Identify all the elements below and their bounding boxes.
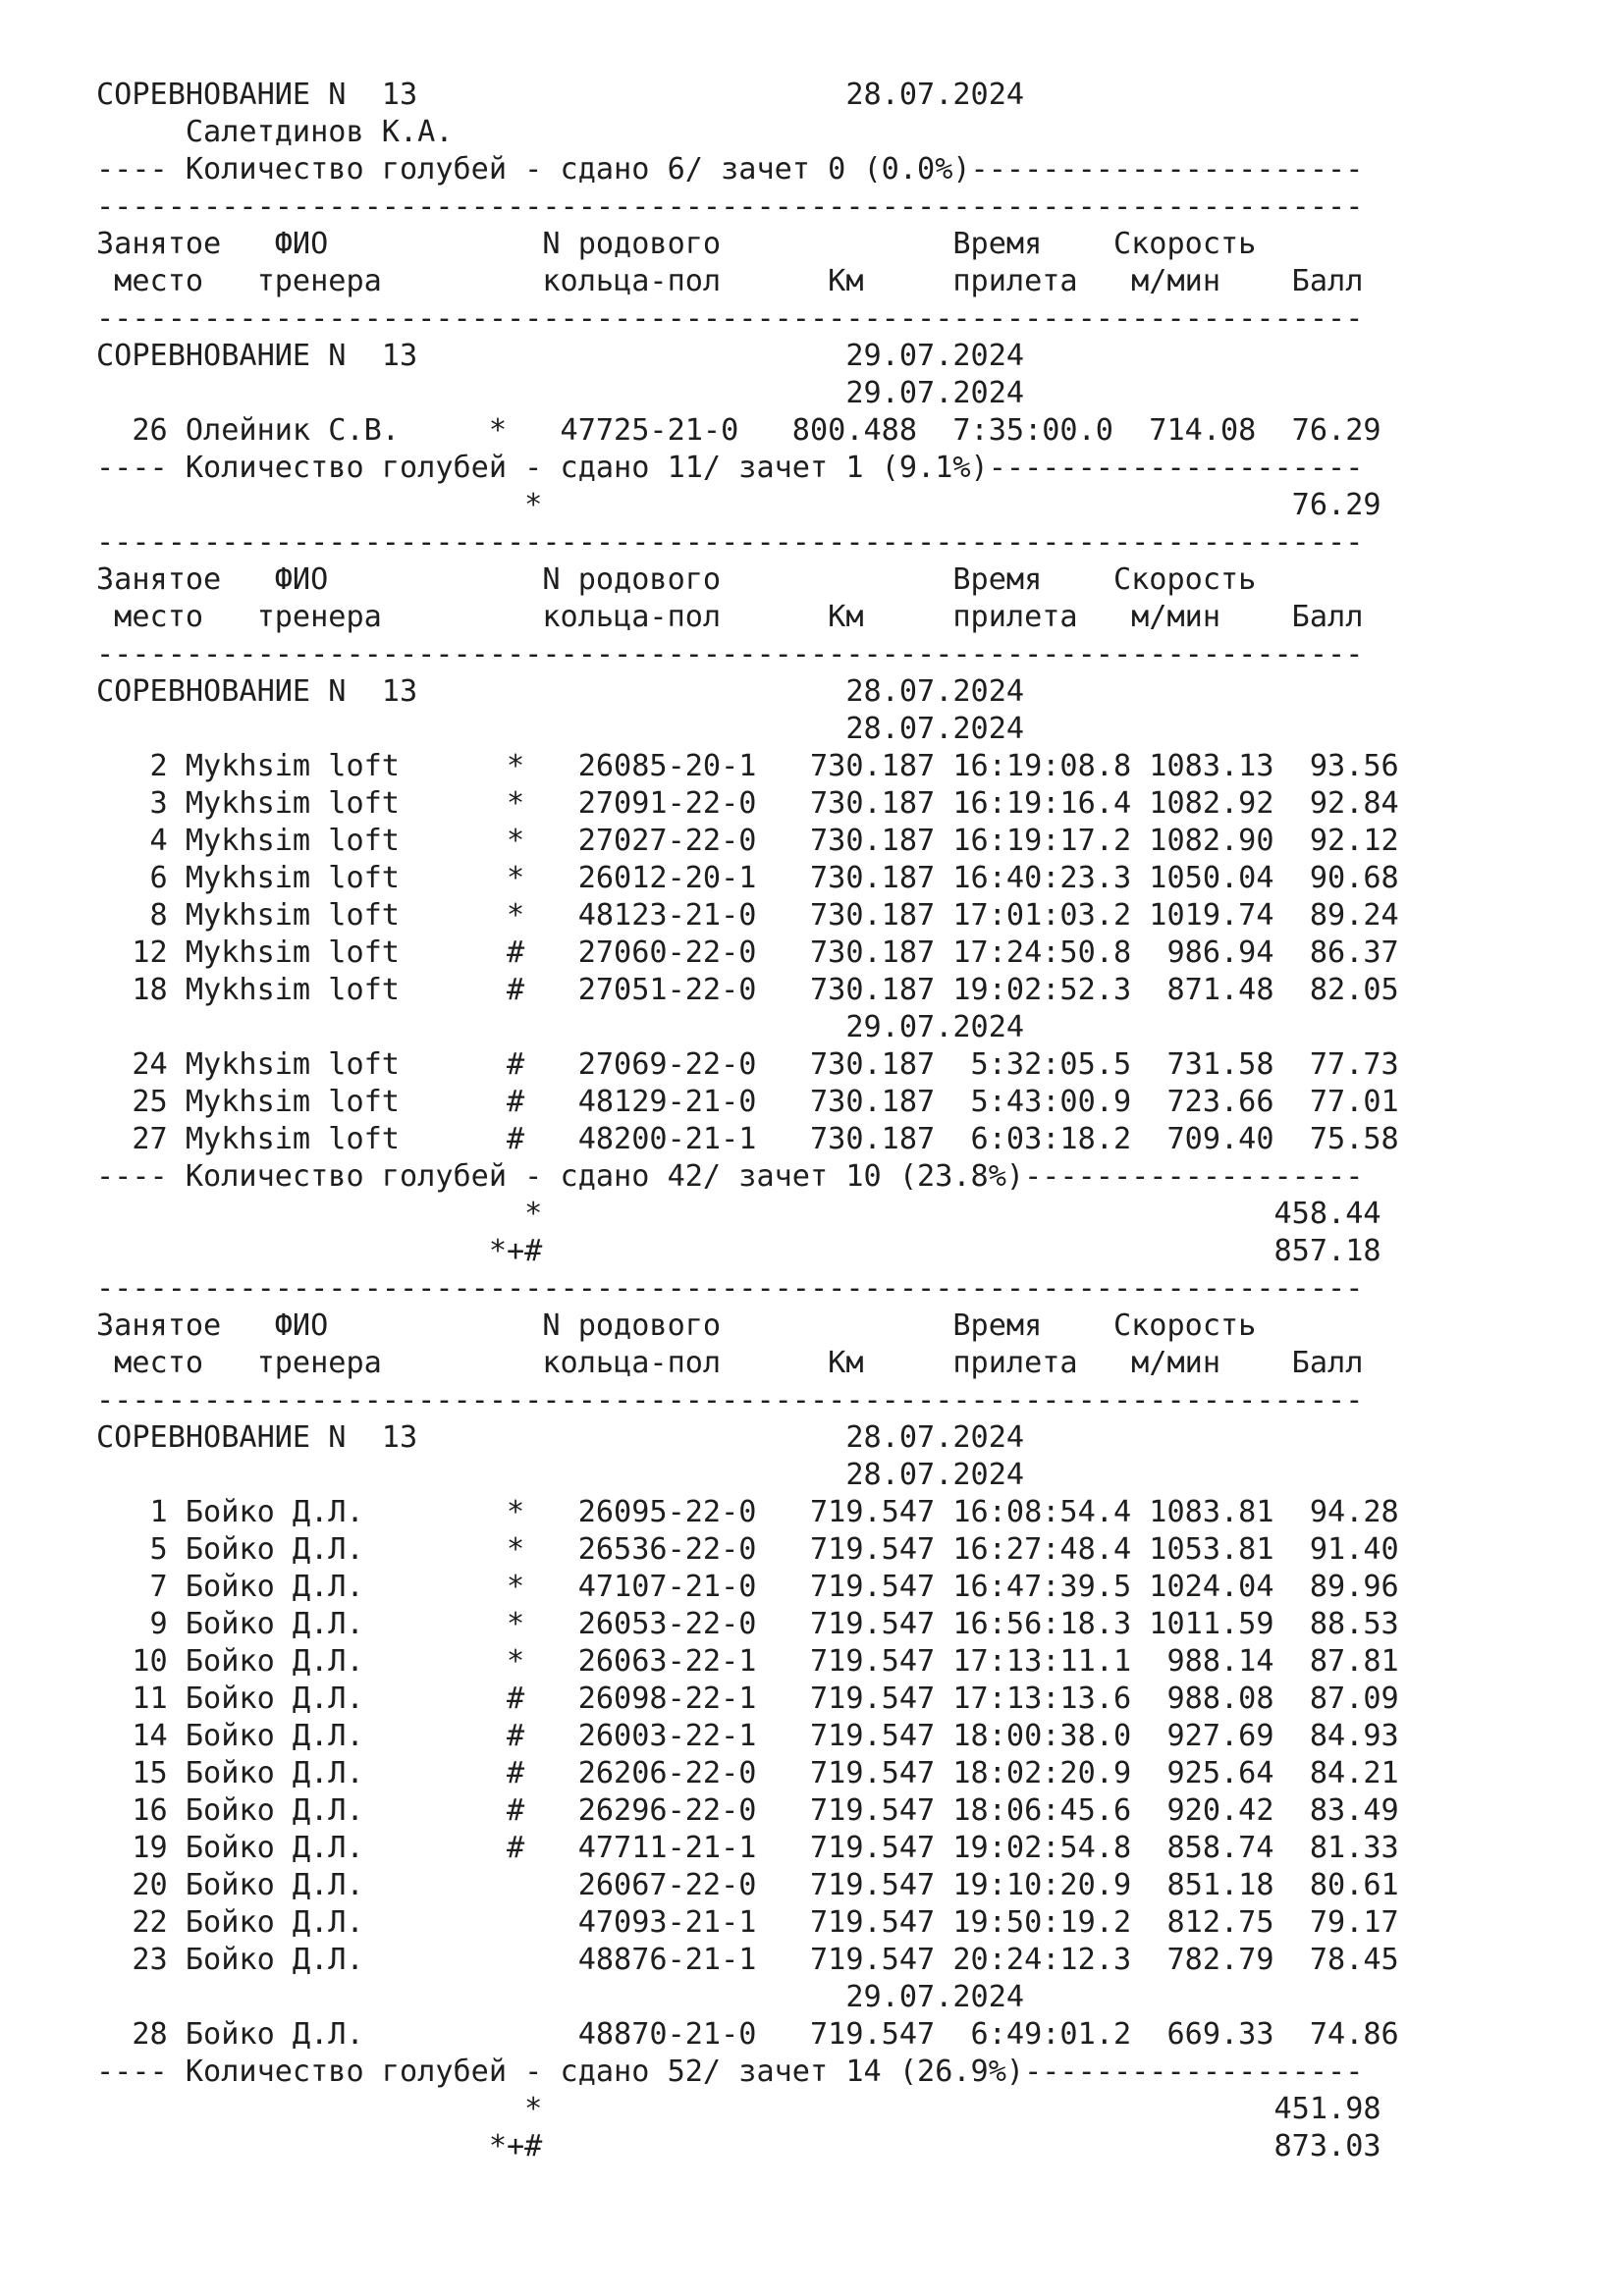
result-row: 20 Бойко Д.Л. 26067-22-0 719.547 19:10:20.9 851.18 80.61: [96, 1868, 1399, 1902]
competition-header: СОРЕВНОВАНИЕ N 13 28.07.2024: [96, 1420, 1025, 1455]
result-row: 3 Mykhsim loft * 27091-22-0 730.187 16:19:16.4 1082.92 92.84: [96, 786, 1399, 821]
points-total: *+# 857.18: [96, 1234, 1381, 1268]
result-row: 1 Бойко Д.Л. * 26095-22-0 719.547 16:08:54.4 1083.81 94.28: [96, 1495, 1399, 1529]
result-row: 19 Бойко Д.Л. # 47711-21-1 719.547 19:02:54.8 858.74 81.33: [96, 1831, 1399, 1865]
separator-line: -----------------------------------------------------------------------: [96, 1383, 1364, 1417]
competition-header: СОРЕВНОВАНИЕ N 13 29.07.2024: [96, 339, 1025, 373]
result-row: 12 Mykhsim loft # 27060-22-0 730.187 17:24:50.8 986.94 86.37: [96, 935, 1399, 970]
result-row: 24 Mykhsim loft # 27069-22-0 730.187 5:32:05.5 731.58 77.73: [96, 1047, 1399, 1082]
result-row: 25 Mykhsim loft # 48129-21-0 730.187 5:43:00.9 723.66 77.01: [96, 1085, 1399, 1119]
result-row: 11 Бойко Д.Л. # 26098-22-1 719.547 17:13:13.6 988.08 87.09: [96, 1682, 1399, 1716]
competition-header: СОРЕВНОВАНИЕ N 13 28.07.2024: [96, 78, 1025, 112]
date-line: 29.07.2024: [96, 1980, 1025, 2014]
column-header: Занятое ФИО N родового Время Скорость: [96, 562, 1257, 597]
result-row: 5 Бойко Д.Л. * 26536-22-0 719.547 16:27:48.4 1053.81 91.40: [96, 1532, 1399, 1567]
column-header: место тренера кольца-пол Км прилета м/мин Балл: [96, 264, 1364, 298]
separator-line: -----------------------------------------------------------------------: [96, 525, 1364, 560]
pigeon-count-summary: ---- Количество голубей - сдано 52/ зачет 14 (26.9%)-------------------: [96, 2055, 1364, 2089]
pigeon-count-summary: ---- Количество голубей - сдано 42/ зачет 10 (23.8%)-------------------: [96, 1159, 1364, 1194]
result-row: 16 Бойко Д.Л. # 26296-22-0 719.547 18:06:45.6 920.42 83.49: [96, 1793, 1399, 1828]
column-header: место тренера кольца-пол Км прилета м/мин Балл: [96, 600, 1364, 634]
result-row: 23 Бойко Д.Л. 48876-21-1 719.547 20:24:12.3 782.79 78.45: [96, 1943, 1399, 1977]
separator-line: -----------------------------------------------------------------------: [96, 301, 1364, 336]
result-row: 10 Бойко Д.Л. * 26063-22-1 719.547 17:13:11.1 988.14 87.81: [96, 1644, 1399, 1679]
points-total: * 451.98: [96, 2092, 1381, 2126]
competition-results-printout: [96, 77, 1399, 2165]
column-header: Занятое ФИО N родового Время Скорость: [96, 227, 1257, 261]
separator-line: -----------------------------------------------------------------------: [96, 189, 1364, 224]
separator-line: -----------------------------------------------------------------------: [96, 1271, 1364, 1306]
participant-name: Салетдинов К.А.: [96, 115, 454, 149]
date-line: 28.07.2024: [96, 712, 1025, 746]
date-line: 28.07.2024: [96, 1458, 1025, 1492]
date-line: 29.07.2024: [96, 1010, 1025, 1044]
result-row: 6 Mykhsim loft * 26012-20-1 730.187 16:40:23.3 1050.04 90.68: [96, 861, 1399, 895]
date-line: 29.07.2024: [96, 376, 1025, 410]
result-row: 8 Mykhsim loft * 48123-21-0 730.187 17:01:03.2 1019.74 89.24: [96, 898, 1399, 933]
result-row: 14 Бойко Д.Л. # 26003-22-1 719.547 18:00:38.0 927.69 84.93: [96, 1719, 1399, 1753]
separator-line: -----------------------------------------------------------------------: [96, 637, 1364, 671]
points-total: *+# 873.03: [96, 2129, 1381, 2163]
result-row: 22 Бойко Д.Л. 47093-21-1 719.547 19:50:19.2 812.75 79.17: [96, 1905, 1399, 1940]
result-row: 4 Mykhsim loft * 27027-22-0 730.187 16:19:17.2 1082.90 92.12: [96, 824, 1399, 858]
column-header: место тренера кольца-пол Км прилета м/мин Балл: [96, 1346, 1364, 1380]
result-row: 18 Mykhsim loft # 27051-22-0 730.187 19:02:52.3 871.48 82.05: [96, 973, 1399, 1007]
points-total: * 76.29: [96, 488, 1381, 522]
result-row: 15 Бойко Д.Л. # 26206-22-0 719.547 18:02:20.9 925.64 84.21: [96, 1756, 1399, 1790]
result-row: 9 Бойко Д.Л. * 26053-22-0 719.547 16:56:18.3 1011.59 88.53: [96, 1607, 1399, 1641]
pigeon-count-summary: ---- Количество голубей - сдано 11/ зачет 1 (9.1%)---------------------: [96, 451, 1364, 485]
result-row: 2 Mykhsim loft * 26085-20-1 730.187 16:19:08.8 1083.13 93.56: [96, 749, 1399, 783]
result-row: 26 Олейник С.В. * 47725-21-0 800.488 7:35:00.0 714.08 76.29: [96, 413, 1381, 448]
result-row: 7 Бойко Д.Л. * 47107-21-0 719.547 16:47:39.5 1024.04 89.96: [96, 1570, 1399, 1604]
points-total: * 458.44: [96, 1197, 1381, 1231]
result-row: 28 Бойко Д.Л. 48870-21-0 719.547 6:49:01.2 669.33 74.86: [96, 2017, 1399, 2052]
competition-header: СОРЕВНОВАНИЕ N 13 28.07.2024: [96, 674, 1025, 709]
pigeon-count-summary: ---- Количество голубей - сдано 6/ зачет 0 (0.0%)----------------------: [96, 152, 1364, 187]
column-header: Занятое ФИО N родового Время Скорость: [96, 1308, 1257, 1343]
result-row: 27 Mykhsim loft # 48200-21-1 730.187 6:03:18.2 709.40 75.58: [96, 1122, 1399, 1156]
